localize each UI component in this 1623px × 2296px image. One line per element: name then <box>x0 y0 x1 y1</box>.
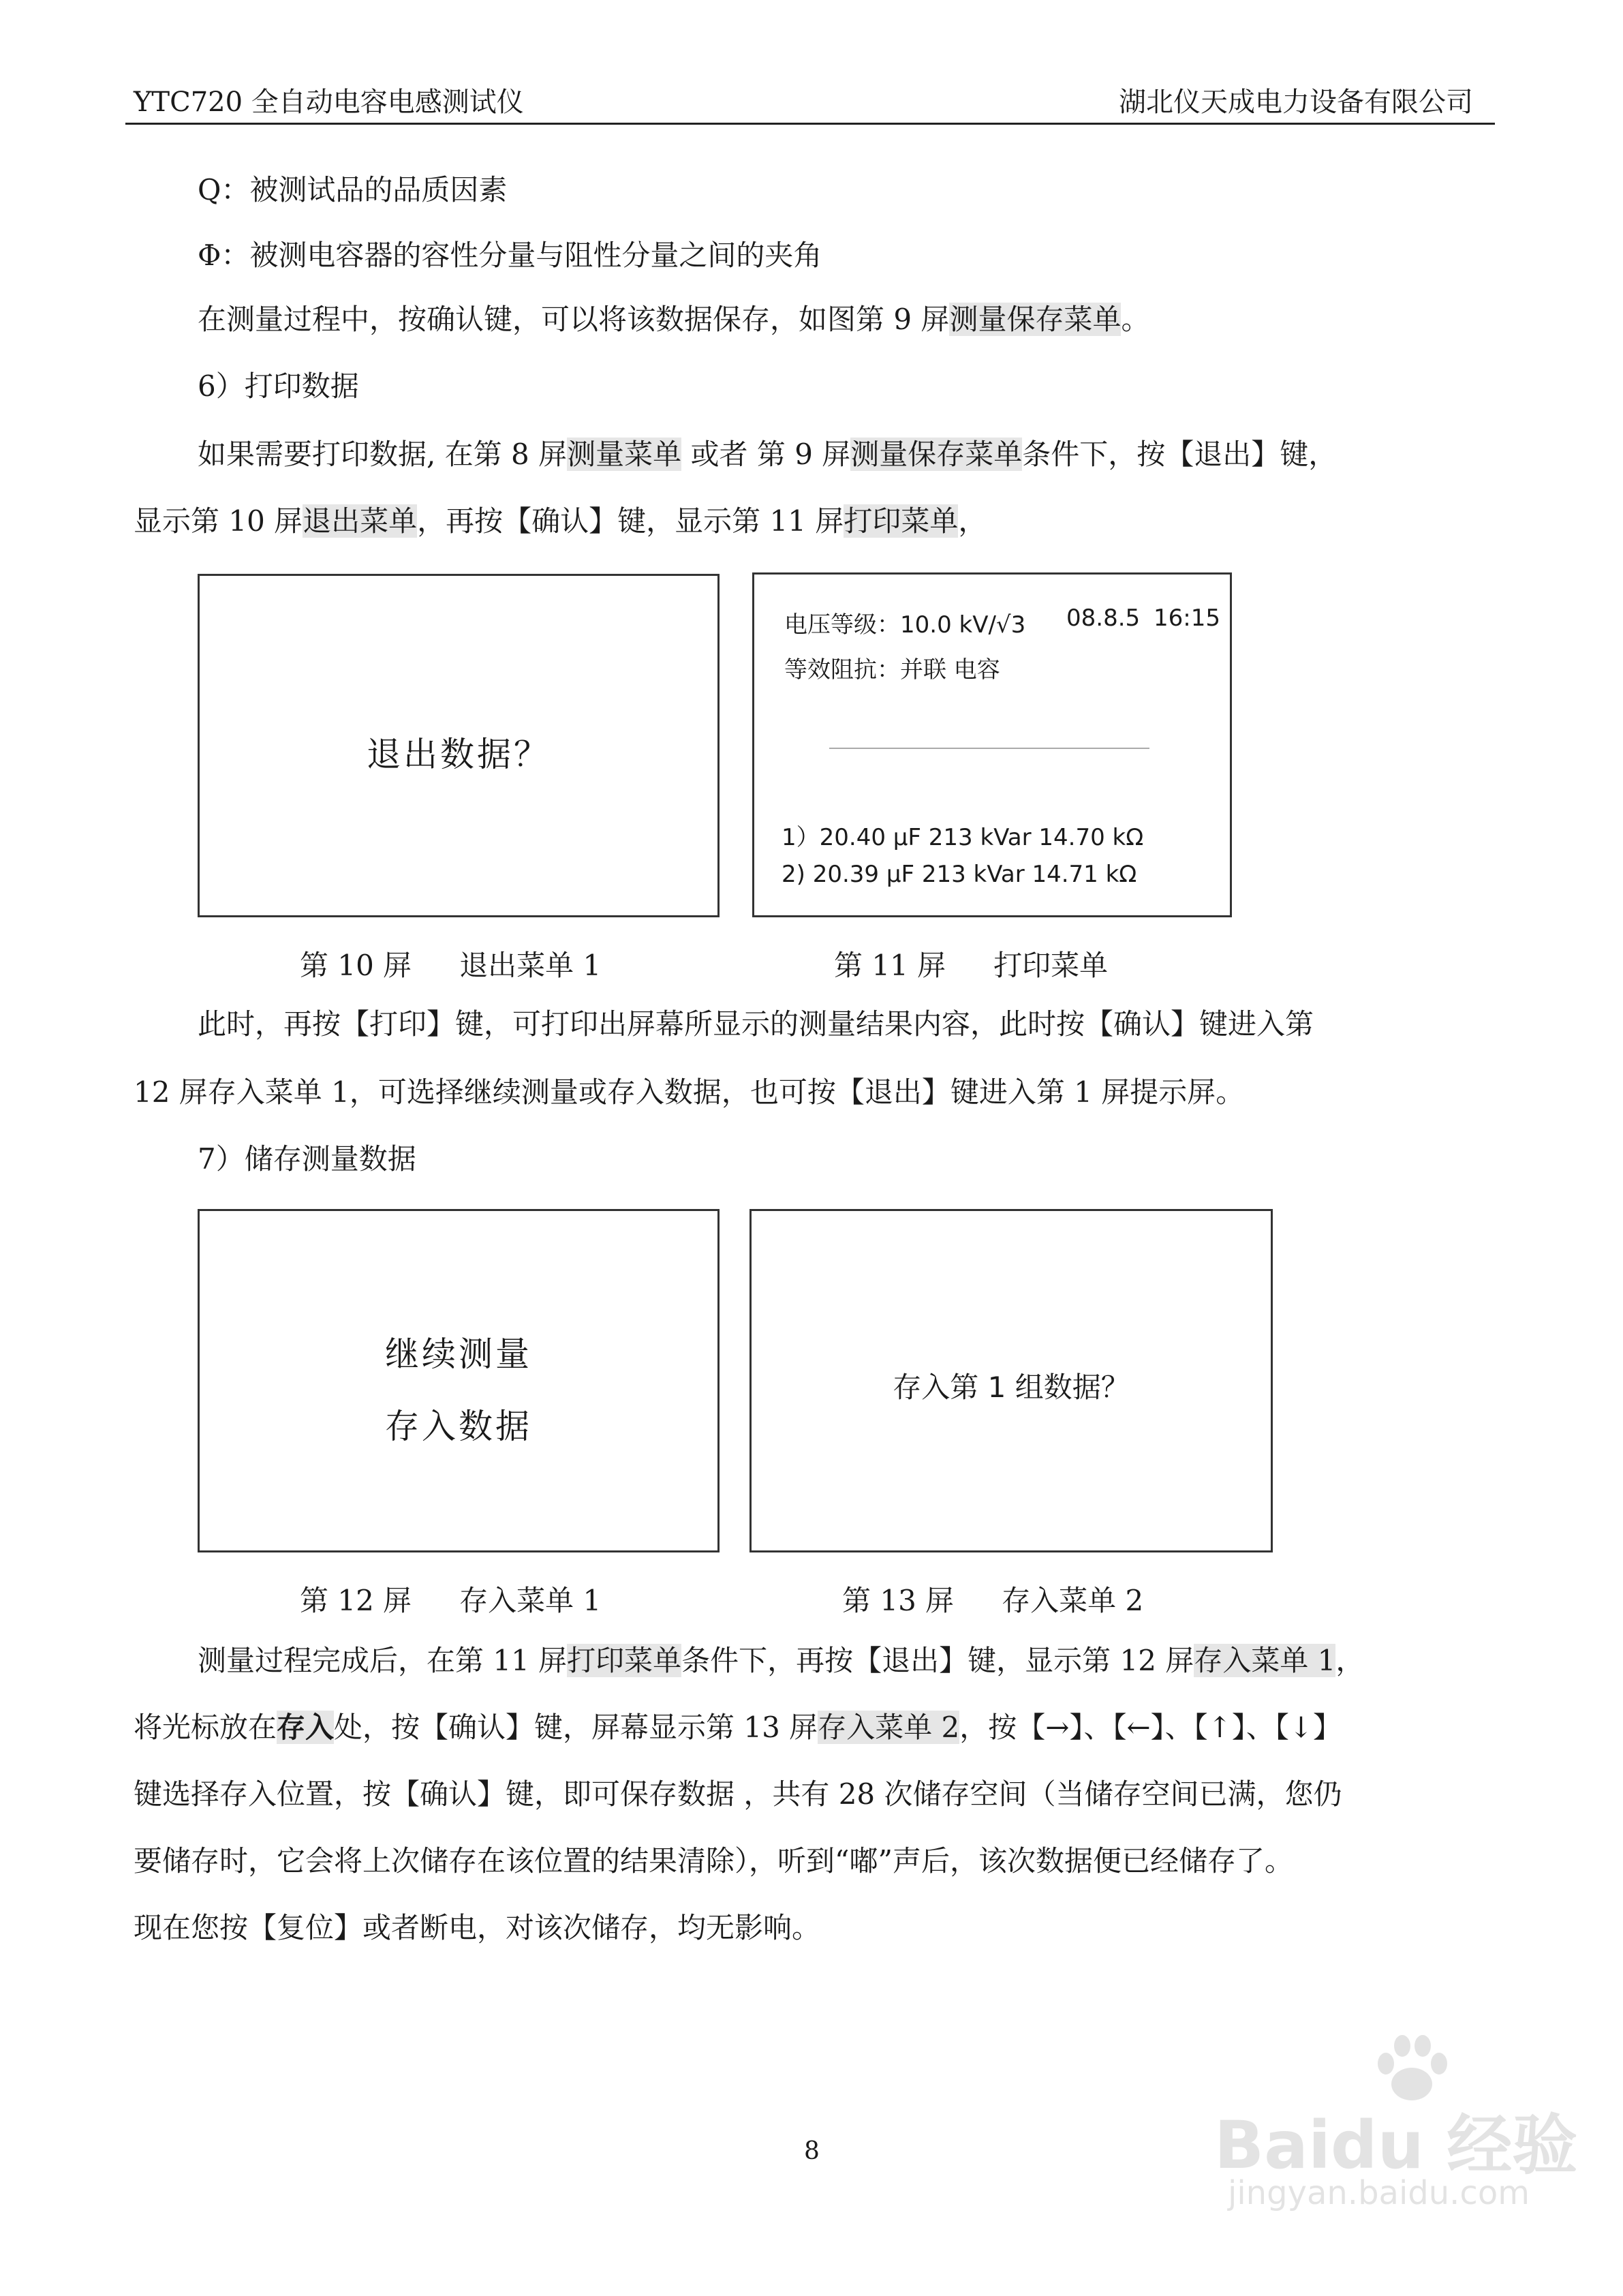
voltage-level <box>784 606 1025 639</box>
final-line5: 现在您按【复位】或者断电，对该次储存，均无影响。 <box>134 1911 821 1944</box>
continue-measure-option: 继续测量 <box>385 1334 532 1374</box>
caption-screen-11 <box>834 943 1108 984</box>
store-group-prompt: 存入第 1 组数据？ <box>893 1371 1130 1404</box>
screen-date: 08.8.5 <box>1066 604 1141 632</box>
measure-menu-ref: 测量菜单 <box>567 438 682 471</box>
caption-name: 存入菜单 2 <box>1002 1584 1144 1617</box>
final-text: ， <box>1335 1644 1365 1677</box>
final-text: 处，按【确认】键，屏幕显示第 13 屏 <box>334 1711 818 1744</box>
store-menu-1-ref: 存入菜单 1 <box>1194 1644 1336 1677</box>
print-menu-ref: 打印菜单 <box>844 504 959 538</box>
watermark-product-text: 经验 <box>1447 2107 1578 2184</box>
baidu-jingyan-watermark <box>1201 2031 1578 2215</box>
result-row-1: 1）20.40 μF 213 kVar 14.70 kΩ <box>782 824 1144 851</box>
caption-name: 存入菜单 1 <box>459 1584 602 1617</box>
final-text: ，按【→】、【←】、【↑】、【↓】 <box>959 1711 1342 1744</box>
screen-10-exit-menu <box>198 574 720 917</box>
result-row-2: 2) 20.39 μF 213 kVar 14.71 kΩ <box>782 861 1137 888</box>
phi-definition: Φ：被测电容器的容性分量与阻性分量之间的夹角 <box>198 239 822 272</box>
watermark-brand-text: Baidu <box>1214 2107 1424 2184</box>
header-rule <box>125 123 1495 125</box>
measure-save-menu-ref: 测量保存菜单 <box>850 438 1023 471</box>
print-text: ，再按【确认】键，显示第 11 屏 <box>417 504 844 538</box>
watermark-url: jingyan.baidu.com <box>1228 2174 1530 2212</box>
final-text: 将光标放在 <box>134 1711 277 1744</box>
watermark-brand <box>1214 2094 1577 2187</box>
screen-time: 16:15 <box>1154 604 1220 632</box>
section-7-title: 7）储存测量数据 <box>198 1142 416 1176</box>
doc-header-right: 湖北仪天成电力设备有限公司 <box>1119 87 1473 118</box>
page-number: 8 <box>804 2137 820 2165</box>
final-line4: 要储存时，它会将上次储存在该位置的结果清除），听到“嘟”声后，该次数据便已经储存了。 <box>134 1844 1293 1878</box>
store-menu-2-ref: 存入菜单 2 <box>818 1711 960 1744</box>
after-print-line2: 12 屏存入菜单 1，可选择继续测量或存入数据，也可按【退出】键进入第 1 屏提示屏。 <box>134 1075 1245 1109</box>
save-paragraph <box>198 305 1149 334</box>
print-paragraph-line2 <box>134 504 987 538</box>
caption-name: 退出菜单 1 <box>459 949 602 982</box>
final-line3: 键选择存入位置，按【确认】键，即可保存数据 ，共有 28 次储存空间（当储存空间已满，您仍 <box>134 1777 1342 1811</box>
save-text: 在测量过程中，按确认键，可以将该数据保存，如图第 9 屏 <box>198 303 950 336</box>
save-menu-ref: 测量保存菜单 <box>949 303 1122 336</box>
print-text: 显示第 10 屏 <box>134 504 303 538</box>
caption-name: 打印菜单 <box>993 949 1109 982</box>
caption-screen-12 <box>300 1578 601 1619</box>
save-text-end: 。 <box>1121 303 1150 336</box>
print-text: ， <box>958 504 987 538</box>
screen-13-store-menu-2 <box>749 1209 1273 1552</box>
voltage-label: 电压等级： <box>784 611 900 639</box>
store-data-option: 存入数据 <box>385 1407 532 1446</box>
screen-11-print-menu <box>752 572 1232 917</box>
print-text: 如果需要打印数据, 在第 8 屏 <box>198 438 568 471</box>
final-line1 <box>198 1644 1365 1677</box>
print-text: 条件下，按【退出】键， <box>1022 438 1338 471</box>
caption-screen-10 <box>300 943 601 984</box>
exit-menu-ref: 退出菜单 <box>303 504 418 538</box>
after-print-line1: 此时，再按【打印】键，可打印出屏幕所显示的测量结果内容，此时按【确认】键进入第 <box>198 1007 1314 1041</box>
caption-number: 第 11 屏 <box>834 949 946 982</box>
store-cursor-ref: 存入 <box>277 1711 335 1744</box>
caption-number: 第 12 屏 <box>300 1584 412 1617</box>
section-6-title: 6）打印数据 <box>198 369 359 403</box>
caption-number: 第 13 屏 <box>842 1584 955 1617</box>
voltage-value: 10.0 kV/√3 <box>900 611 1026 639</box>
doc-header-left: YTC720 全自动电容电感测试仪 <box>134 87 524 118</box>
screen-12-store-menu-1 <box>198 1209 720 1552</box>
print-text: 或者 第 9 屏 <box>681 438 851 471</box>
final-line2 <box>134 1713 1342 1742</box>
print-paragraph-line1 <box>198 440 1337 469</box>
print-menu-ref: 打印菜单 <box>567 1644 682 1677</box>
final-text: 测量过程完成后，在第 11 屏 <box>198 1644 568 1677</box>
screen-divider <box>829 748 1149 749</box>
caption-screen-13 <box>842 1578 1143 1619</box>
q-definition: Q：被测试品的品质因素 <box>198 173 508 206</box>
final-text: 条件下，再按【退出】键，显示第 12 屏 <box>681 1644 1194 1677</box>
exit-data-prompt: 退出数据？ <box>367 735 551 774</box>
caption-number: 第 10 屏 <box>300 949 412 982</box>
equivalent-impedance: 等效阻抗：并联 电容 <box>784 656 1000 684</box>
